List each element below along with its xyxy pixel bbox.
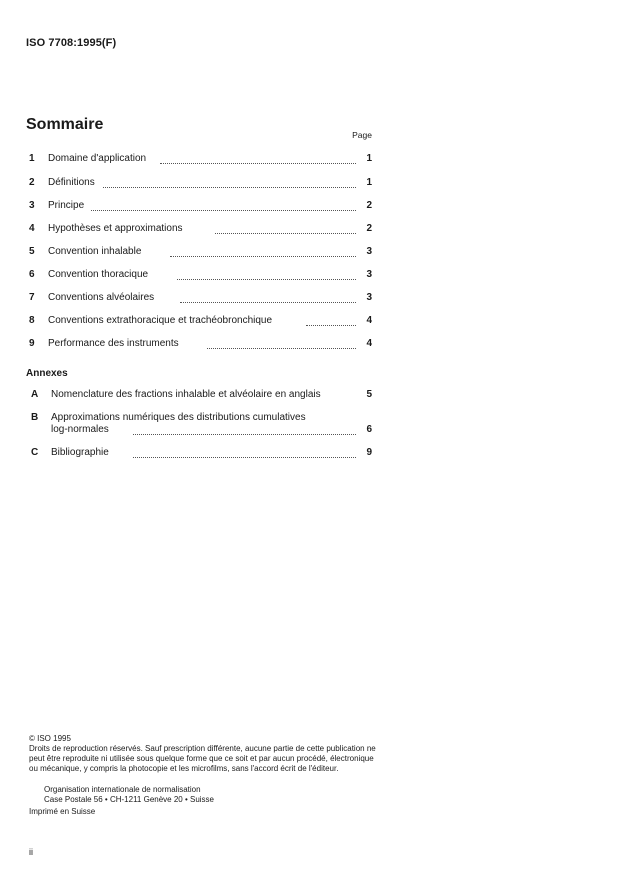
page-title: Sommaire xyxy=(26,116,104,133)
annex-letter: A xyxy=(31,389,39,400)
annex-label: Nomenclature des fractions inhalable et alvéolaire en anglais xyxy=(51,389,321,400)
toc-entry-5[interactable] xyxy=(0,246,626,260)
annex-label: Bibliographie xyxy=(51,447,109,458)
copyright-line: © ISO 1995 xyxy=(29,734,71,743)
toc-entry-3[interactable] xyxy=(0,200,626,214)
toc-leader-dots xyxy=(177,278,356,280)
toc-entry-number: 7 xyxy=(29,292,35,303)
toc-entry-page: 2 xyxy=(366,200,372,211)
toc-leader-dots xyxy=(160,162,356,164)
toc-entry-label: Performance des instruments xyxy=(48,338,179,349)
toc-entry-number: 2 xyxy=(29,177,35,188)
toc-leader-dots xyxy=(306,324,356,326)
organization-address xyxy=(44,785,214,805)
toc-entry-label: Définitions xyxy=(48,177,95,188)
toc-leader-dots xyxy=(170,255,356,257)
annexes-heading: Annexes xyxy=(26,368,68,379)
toc-entry-9[interactable] xyxy=(0,338,626,352)
toc-entry-7[interactable] xyxy=(0,292,626,306)
toc-entry-page: 3 xyxy=(366,246,372,257)
toc-entry-4[interactable] xyxy=(0,223,626,237)
toc-entry-label: Convention inhalable xyxy=(48,246,142,257)
document-id-header: ISO 7708:1995(F) xyxy=(26,37,117,49)
organization-postal: Case Postale 56 • CH-1211 Genève 20 • Suisse xyxy=(44,795,214,804)
toc-entry-2[interactable] xyxy=(0,177,626,191)
page-number: ii xyxy=(29,847,33,857)
toc-entry-number: 1 xyxy=(29,153,35,164)
annex-entry-b[interactable] xyxy=(0,412,626,438)
toc-entry-label: Conventions extrathoracique et trachéobronchique xyxy=(48,315,273,326)
toc-entry-number: 9 xyxy=(29,338,35,349)
toc-entry-number: 4 xyxy=(29,223,35,234)
toc-leader-dots xyxy=(91,209,356,211)
toc-entry-page: 4 xyxy=(366,338,372,349)
toc-entry-page: 4 xyxy=(366,315,372,326)
toc-entry-label: Convention thoracique xyxy=(48,269,149,280)
toc-entry-1[interactable] xyxy=(0,153,626,167)
toc-entry-6[interactable] xyxy=(0,269,626,283)
copyright-text: Droits de reproduction réservés. Sauf prescription différente, aucune partie de cette publication ne peut être reproduite ni utilisée sous quelque forme que ce soit et par aucun procédé, électronique ou mécanique, y compris la photocopie et les microfilms, sans l'accord écrit de l'éditeur. xyxy=(29,744,376,773)
toc-leader-dots xyxy=(180,301,356,303)
toc-leader-dots xyxy=(103,186,356,188)
toc-entry-page: 2 xyxy=(366,223,372,234)
organization-name: Organisation internationale de normalisation xyxy=(44,785,201,794)
toc-entry-page: 3 xyxy=(366,269,372,280)
toc-entry-number: 8 xyxy=(29,315,35,326)
annex-label: Approximations numériques des distributions cumulatives xyxy=(51,412,306,423)
annex-entry-a[interactable] xyxy=(0,389,626,403)
annex-letter: C xyxy=(31,447,39,458)
toc-entry-label: Principe xyxy=(48,200,85,211)
annex-label-continued: log-normales xyxy=(51,424,109,435)
toc-leader-dots xyxy=(133,433,356,435)
annex-entry-c[interactable] xyxy=(0,447,626,461)
annex-page: 9 xyxy=(366,447,372,458)
copyright-notice xyxy=(29,734,377,774)
toc-leader-dots xyxy=(207,347,356,349)
toc-leader-dots xyxy=(215,232,356,234)
toc-entry-page: 1 xyxy=(366,153,372,164)
toc-entry-page: 3 xyxy=(366,292,372,303)
annex-letter: B xyxy=(31,412,39,423)
toc-entry-number: 3 xyxy=(29,200,35,211)
toc-entry-8[interactable] xyxy=(0,315,626,329)
toc-leader-dots xyxy=(133,456,356,458)
toc-entry-label: Conventions alvéolaires xyxy=(48,292,155,303)
toc-entry-label: Domaine d'application xyxy=(48,153,147,164)
printed-in: Imprimé en Suisse xyxy=(29,807,96,816)
page-column-label: Page xyxy=(352,130,372,140)
annex-page: 6 xyxy=(366,424,372,435)
annex-page: 5 xyxy=(366,389,372,400)
toc-entry-number: 6 xyxy=(29,269,35,280)
toc-entry-number: 5 xyxy=(29,246,35,257)
toc-entry-page: 1 xyxy=(366,177,372,188)
toc-entry-label: Hypothèses et approximations xyxy=(48,223,183,234)
